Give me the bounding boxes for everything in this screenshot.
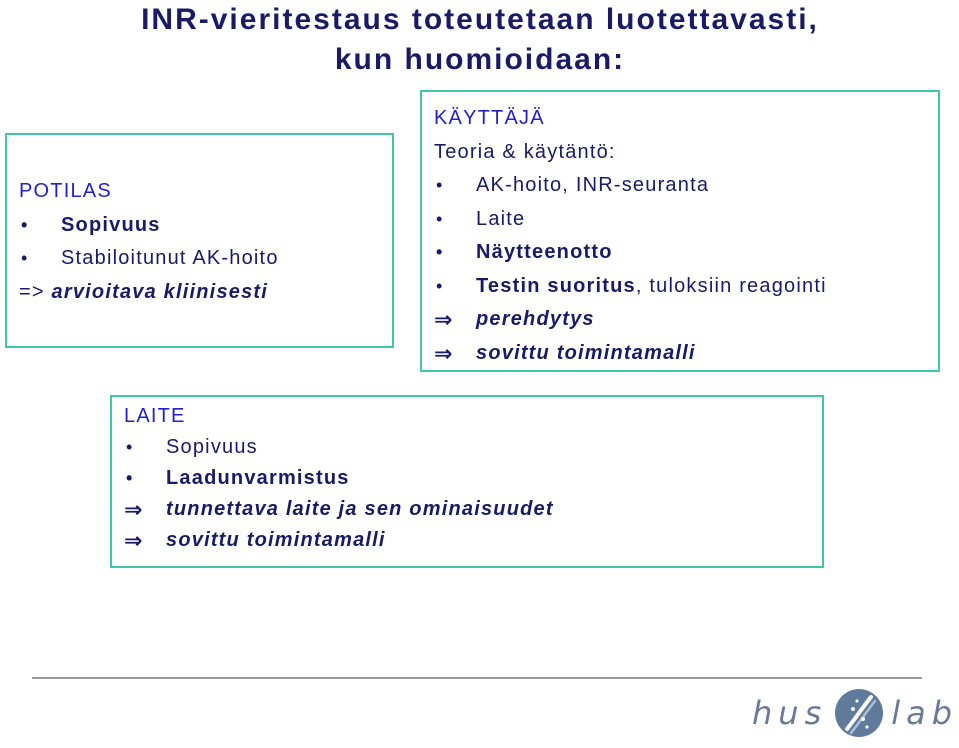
logo-text-right: lab: [891, 694, 959, 732]
kayttaja-item-testin-bold: Testin suoritus: [476, 274, 636, 297]
kayttaja-heading: KÄYTTÄJÄ: [434, 107, 545, 129]
laite-box: [110, 395, 824, 568]
laite-arrow-tunnettava: [124, 494, 822, 525]
kayttaja-item-testin-suoritus: [434, 270, 938, 304]
title-line-2: kun huomioidaan:: [334, 43, 626, 76]
laite-item-laadunvarmistus: • Laadunvarmistus: [124, 463, 822, 494]
laite-heading: LAITE: [124, 405, 186, 427]
kayttaja-arrow-text: sovittu toimintamalli: [476, 341, 696, 364]
laite-item-sopivuus: • Sopivuus: [124, 432, 822, 463]
laite-arrow-toimintamalli: [124, 525, 822, 556]
laite-arrow-text: tunnettava laite ja sen ominaisuudet: [166, 498, 554, 520]
kayttaja-arrow-text: perehdytys: [476, 308, 595, 330]
kayttaja-arrow-perehdytys: [434, 303, 938, 337]
kayttaja-arrow-toimintamalli: [434, 337, 938, 371]
double-arrow-icon: ⇒: [124, 528, 144, 553]
footer-divider: [32, 677, 922, 679]
kayttaja-item-laite: • Laite: [434, 203, 938, 237]
potilas-conclusion: [19, 276, 392, 310]
logo-text-left: hus: [752, 694, 828, 732]
laite-arrow-text: sovittu toimintamalli: [166, 529, 386, 551]
kayttaja-box: [420, 90, 940, 372]
kayttaja-item-naytteenotto: • Näytteenotto: [434, 236, 938, 270]
double-arrow-icon: ⇒: [124, 497, 144, 522]
potilas-box: [5, 133, 394, 348]
potilas-item-stabiloitunut: • Stabiloitunut AK-hoito: [19, 242, 392, 276]
double-arrow-icon: ⇒: [434, 307, 454, 332]
page-title: [20, 0, 940, 80]
kayttaja-item-testin-rest: , tuloksiin reagointi: [635, 274, 827, 297]
potilas-heading: POTILAS: [19, 180, 112, 202]
double-arrow-icon: ⇒: [434, 340, 454, 366]
potilas-item-sopivuus: • Sopivuus: [19, 209, 392, 243]
huslab-logo: [752, 688, 958, 738]
potilas-conclusion-prefix: =>: [19, 280, 52, 303]
title-line-1: INR-vieritestaus toteutetaan luotettavasti,: [141, 3, 819, 36]
potilas-conclusion-text: arvioitava kliinisesti: [51, 280, 269, 303]
kayttaja-subheading: Teoria & käytäntö:: [434, 140, 616, 163]
dna-helix-icon: [833, 687, 885, 739]
kayttaja-item-ak-hoito: • AK-hoito, INR-seuranta: [434, 169, 938, 203]
